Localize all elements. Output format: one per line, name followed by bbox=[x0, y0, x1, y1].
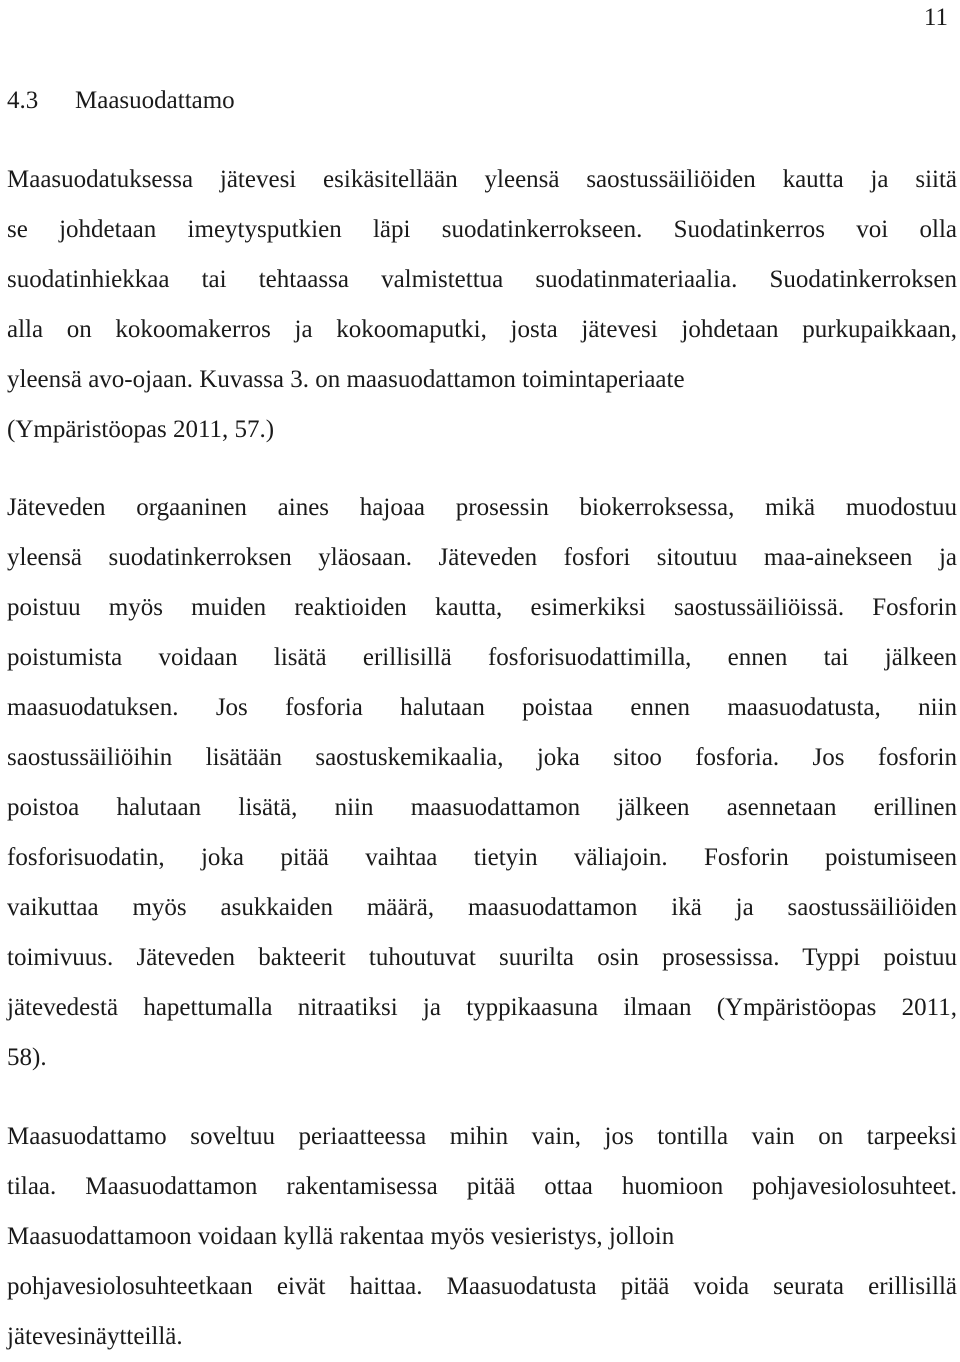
text-line: Maasuodattamoon voidaan kyllä rakentaa myös vesieristys, jolloin bbox=[7, 1223, 675, 1250]
text-line: maasuodatuksen. Jos fosforia halutaan poistaa ennen maasuodatusta, niin bbox=[7, 694, 957, 721]
page-number: 11 bbox=[923, 4, 948, 31]
paragraph-2 bbox=[7, 483, 957, 1083]
text-line: tilaa. Maasuodattamon rakentamisessa pitää ottaa huomioon pohjavesiolosuhteet. bbox=[7, 1173, 957, 1200]
paragraph-3 bbox=[7, 1112, 957, 1362]
paragraph-1 bbox=[7, 155, 957, 455]
text-line: toimivuus. Jäteveden bakteerit tuhoutuvat suurilta osin prosessissa. Typpi poistuu bbox=[7, 944, 957, 971]
text-line: (Ympäristöopas 2011, 57.) bbox=[7, 416, 275, 443]
text-line: se johdetaan imeytysputkien läpi suodatinkerrokseen. Suodatinkerros voi olla bbox=[7, 216, 957, 243]
text-line: Jäteveden orgaaninen aines hajoaa prosessin biokerroksessa, mikä muodostuu bbox=[7, 494, 957, 521]
text-line: fosforisuodatin, joka pitää vaihtaa tietyin väliajoin. Fosforin poistumiseen bbox=[7, 844, 957, 871]
section-heading bbox=[7, 84, 235, 118]
text-line: jätevedestä hapettumalla nitraatiksi ja typpikaasuna ilmaan (Ympäristöopas 2011, bbox=[7, 994, 957, 1021]
text-line: jätevesinäytteillä. bbox=[7, 1323, 183, 1350]
text-line: yleensä avo-ojaan. Kuvassa 3. on maasuodattamon toimintaperiaate bbox=[7, 366, 685, 393]
section-title: Maasuodattamo bbox=[75, 87, 235, 114]
text-line: poistoa halutaan lisätä, niin maasuodattamon jälkeen asennetaan erillinen bbox=[7, 794, 957, 821]
text-line: poistumista voidaan lisätä erillisillä fosforisuodattimilla, ennen tai jälkeen bbox=[7, 644, 957, 671]
text-line: pohjavesiolosuhteetkaan eivät haittaa. Maasuodatusta pitää voida seurata erillisillä bbox=[7, 1273, 957, 1300]
text-line: vaikuttaa myös asukkaiden määrä, maasuodattamon ikä ja saostussäiliöiden bbox=[7, 894, 957, 921]
text-line: suodatinhiekkaa tai tehtaassa valmistettua suodatinmateriaalia. Suodatinkerroksen bbox=[7, 266, 957, 293]
text-line: poistuu myös muiden reaktioiden kautta, esimerkiksi saostussäiliöissä. Fosforin bbox=[7, 594, 957, 621]
section-number: 4.3 bbox=[7, 87, 39, 114]
text-line: Maasuodattamo soveltuu periaatteessa mihin vain, jos tontilla vain on tarpeeksi bbox=[7, 1123, 957, 1150]
text-line: yleensä suodatinkerroksen yläosaan. Jäteveden fosfori sitoutuu maa-ainekseen ja bbox=[7, 544, 957, 571]
text-line: Maasuodatuksessa jätevesi esikäsitellään yleensä saostussäiliöiden kautta ja siitä bbox=[7, 166, 957, 193]
text-line: saostussäiliöihin lisätään saostuskemikaalia, joka sitoo fosforia. Jos fosforin bbox=[7, 744, 957, 771]
text-line: 58). bbox=[7, 1044, 47, 1071]
text-line: alla on kokoomakerros ja kokoomaputki, josta jätevesi johdetaan purkupaikkaan, bbox=[7, 316, 957, 343]
